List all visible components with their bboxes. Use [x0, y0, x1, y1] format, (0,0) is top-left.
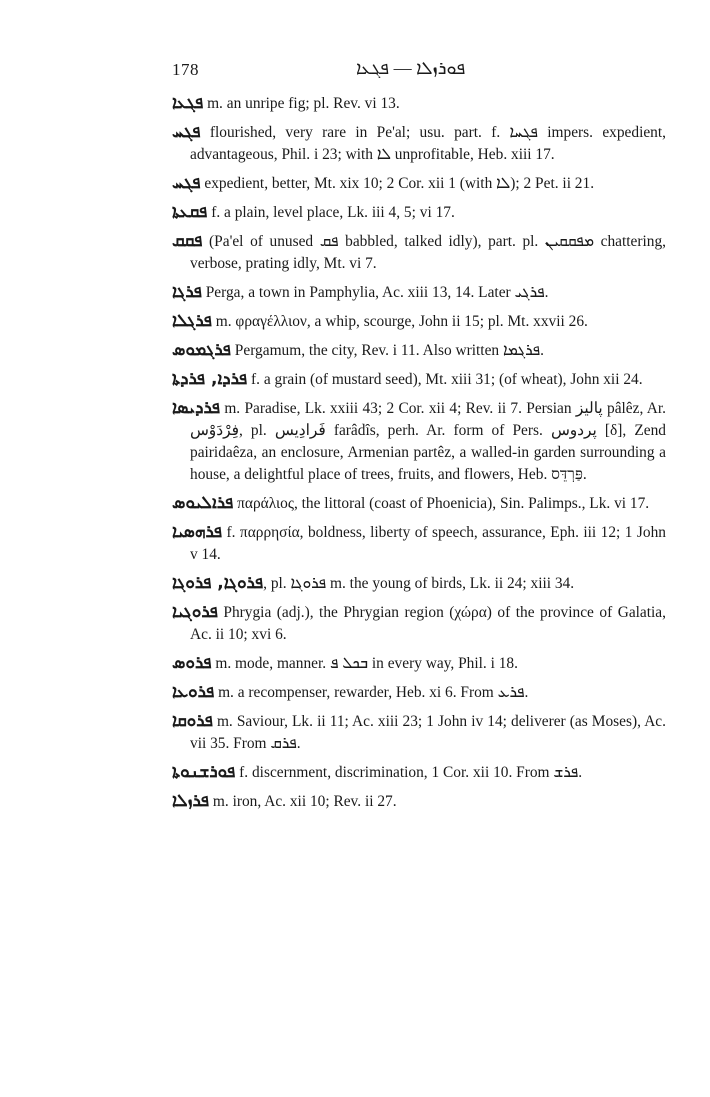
entry-text: m. Paradise, Lk. xxiii 43; 2 Cor. xii 4; Rev. ii 7. Persian پالیز pâlêz, Ar. فِرْدَوْس, pl. فَرادِيس farâdîs, perh. Ar. form of Pers. پردوس [δ], Zend pairidaêza, an enclosure, Armenian partêz, a walled-in garden surrounding a house, a delightful place of trees, fruits, and flowers, Heb. פַּרְדֵּס.	[190, 400, 666, 483]
dictionary-entry	[172, 368, 666, 391]
entry-headword: ܦܪܘܩܐ	[172, 711, 213, 731]
page-header	[172, 58, 542, 82]
entry-text: (Pa'el of unused ܦܩ babbled, talked idly), part. pl. ܡܦܩܩܝܢ chattering, verbose, prating idly, Mt. vi 7.	[190, 233, 666, 272]
dictionary-entry	[172, 652, 666, 675]
entry-text: m. φραγέλλιον, a whip, scourge, John ii 15; pl. Mt. xxvii 26.	[211, 313, 588, 330]
entry-headword: ܦܓܚ	[172, 122, 201, 142]
entry-text: f. a plain, level place, Lk. iii 4, 5; vi 17.	[207, 204, 455, 221]
entry-headword: ܦܪܓܐ	[172, 282, 202, 302]
entry-headword: ܦܪܘܓܝܐ	[172, 602, 218, 622]
entry-text: f. a grain (of mustard seed), Mt. xiii 31; (of wheat), John xii 24.	[247, 371, 643, 388]
entry-headword: ܦܪܗܣܝܐ	[172, 522, 223, 542]
entry-text: f. discernment, discrimination, 1 Cor. xii 10. From ܦܪܫ.	[235, 764, 583, 781]
dictionary-entry	[172, 397, 666, 486]
entry-headword: ܦܩܩ	[172, 231, 203, 251]
dictionary-entry	[172, 790, 666, 813]
dictionary-entry	[172, 601, 666, 646]
dictionary-entry	[172, 339, 666, 362]
dictionary-entry	[172, 201, 666, 224]
dictionary-entry	[172, 521, 666, 566]
entry-text: flourished, very rare in Pe'al; usu. part. f. ܦܓܚܐ impers. expedient, advantageous, Phil. i 23; with ܠܐ unprofitable, Heb. xiii 17.	[190, 124, 667, 163]
dictionary-entry	[172, 121, 666, 166]
entry-list	[172, 92, 666, 819]
dictionary-entry	[172, 572, 666, 595]
page-number: 178	[172, 60, 199, 79]
entry-text: m. mode, manner. ܒܟܠ ܦ in every way, Phil. i 18.	[211, 655, 518, 672]
entry-headword: ܦܪܓܡܘܣ	[172, 340, 231, 360]
entry-headword: ܦܪܘܓܐ, ܦܪܘܓܐ	[172, 573, 264, 593]
entry-headword: ܦܪܘܣ	[172, 653, 212, 673]
entry-headword: ܦܪܕܐ, ܦܪܕܬܐ	[172, 369, 248, 389]
entry-headword: ܦܪܙܠܐ	[172, 791, 210, 811]
dictionary-entry	[172, 761, 666, 784]
dictionary-entry	[172, 281, 666, 304]
entry-headword: ܦܓܚ	[172, 173, 201, 193]
entry-text: m. Saviour, Lk. ii 11; Ac. xiii 23; 1 John iv 14; deliverer (as Moses), Ac. vii 35. From ܦܪܩ.	[190, 713, 666, 752]
entry-headword: ܦܘܪܫܢܘܬܐ	[172, 762, 236, 782]
entry-text: , pl. ܦܪܘܓܐ m. the young of birds, Lk. ii 24; xiii 34.	[263, 575, 575, 592]
dictionary-entry	[172, 230, 666, 275]
entry-text: Phrygia (adj.), the Phrygian region (χώρα) of the province of Galatia, Ac. ii 10; xvi 6.	[190, 604, 666, 643]
dictionary-entry	[172, 310, 666, 333]
entry-headword: ܦܪܐܠܝܘܣ	[172, 493, 234, 513]
entry-headword: ܦܪܕܝܣܐ	[172, 398, 221, 418]
entry-headword: ܦܓܥܐ	[172, 93, 204, 113]
entry-text: παράλιος, the littoral (coast of Phoenicia), Sin. Palimps., Lk. vi 17.	[233, 495, 650, 512]
entry-headword: ܦܩܥܬܐ	[172, 202, 208, 222]
entry-text: m. a recompenser, rewarder, Heb. xi 6. From ܦܪܥ.	[214, 684, 529, 701]
dictionary-entry	[172, 92, 666, 115]
entry-text: m. iron, Ac. xii 10; Rev. ii 27.	[209, 793, 397, 810]
entry-text: f. παρρησία, boldness, liberty of speech, assurance, Eph. iii 12; 1 John v 14.	[190, 524, 666, 563]
entry-text: expedient, better, Mt. xix 10; 2 Cor. xii 1 (with ܠܐ); 2 Pet. ii 21.	[200, 175, 595, 192]
entry-text: Perga, a town in Pamphylia, Ac. xiii 13, 14. Later ܦܪܓܝ.	[201, 284, 549, 301]
dictionary-entry	[172, 492, 666, 515]
dictionary-entry	[172, 172, 666, 195]
dictionary-entry	[172, 681, 666, 704]
entry-headword: ܦܪܘܥܐ	[172, 682, 215, 702]
entry-headword: ܦܪܓܠܐ	[172, 311, 212, 331]
running-head: ܦܘܪܙܠܐ — ܦܓܥܐ	[356, 58, 466, 78]
entry-text: m. an unripe fig; pl. Rev. vi 13.	[203, 95, 400, 112]
entry-text: Pergamum, the city, Rev. i 11. Also written ܦܪܓܡܐ.	[230, 342, 545, 359]
dictionary-entry	[172, 710, 666, 755]
